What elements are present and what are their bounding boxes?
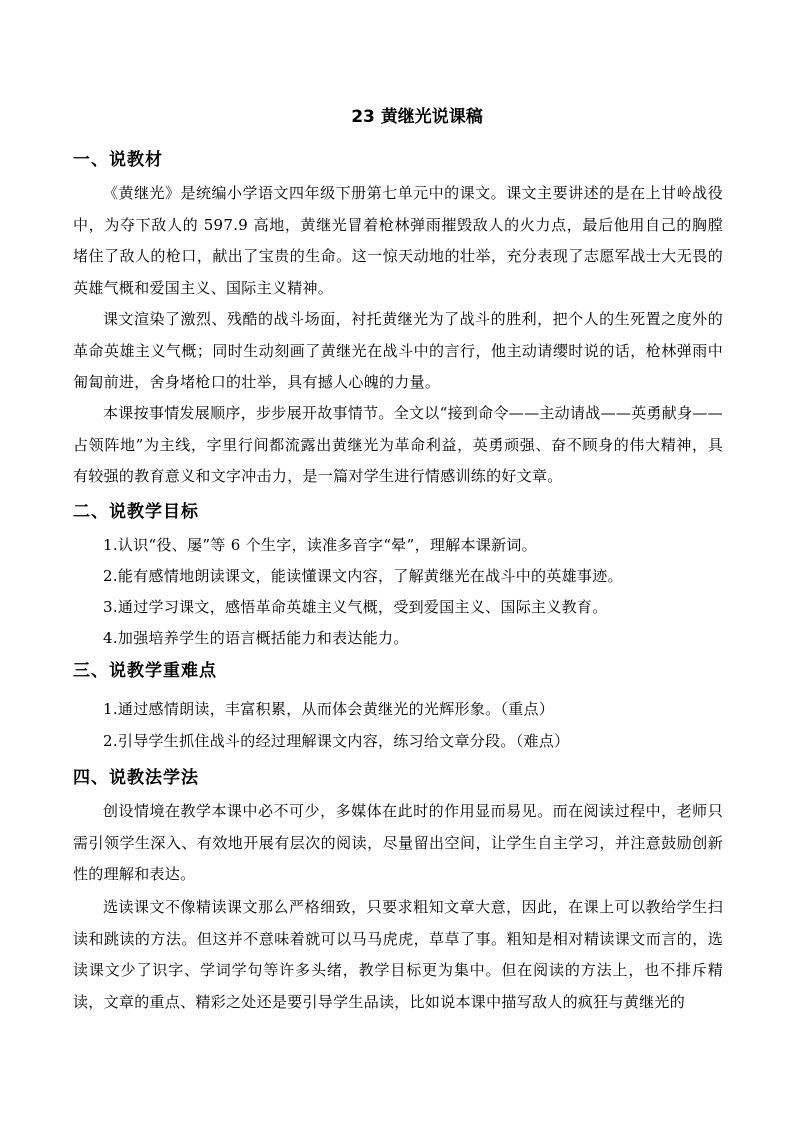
paragraph: 《黄继光》是统编小学语文四年级下册第七单元中的课文。课文主要讲述的是在上甘岭战役中，为夺下敌人的 597.9 高地，黄继光冒着枪林弹雨摧毁敌人的火力点，最后他用自己的胸膛堵住了敌人的枪口，献出了宝贵的生命。这一惊天动地的壮举，充分表现了志愿军战士大无畏的英雄气概和爱国主义、国际主义精神。: [73, 184, 723, 297]
document-title: 23 黄继光说课稿: [351, 107, 483, 127]
paragraph: 课文渲染了激烈、残酷的战斗场面，衬托黄继光为了战斗的胜利，把个人的生死置之度外的革命英雄主义气概；同时生动刻画了黄继光在战斗中的言行，他主动请缨时说的话，枪林弹雨中匍匐前进，舍身堵枪口的壮举，具有撼人心魄的力量。: [73, 310, 723, 391]
paragraph: 本课按事情发展顺序，步步展开故事情节。全文以“接到命令——主动请战——英勇献身——占领阵地”为主线，字里行间都流露出黄继光为革命利益，英勇顽强、奋不顾身的伟大精神，具有较强的教育意义和文字冲击力，是一篇对学生进行情感训练的好文章。: [73, 404, 723, 485]
section-heading-methods: 四、说教法学法: [73, 768, 199, 788]
paragraph: 创设情境在教学本课中必不可少，多媒体在此时的作用显而易见。而在阅读过程中，老师只需引领学生深入、有效地开展有层次的阅读，尽量留出空间，让学生自主学习，并注意鼓励创新性的理解和表达。: [73, 802, 723, 883]
list-item: 1.认识“役、屡”等 6 个生字，读准多音字“晕”，理解本课新词。: [103, 536, 537, 554]
list-item: 3.通过学习课文，感悟革命英雄主义气概，受到爱国主义、国际主义教育。: [103, 598, 608, 616]
section-heading-goals: 二、说教学目标: [73, 502, 199, 522]
list-item: 1.通过感情朗读，丰富积累，从而体会黄继光的光辉形象。（重点）: [103, 700, 555, 718]
list-item: 2.引导学生抓住战斗的经过理解课文内容，练习给文章分段。（难点）: [103, 732, 570, 750]
section-heading-key-points: 三、说教学重难点: [73, 661, 217, 681]
list-item: 4.加强培养学生的语言概括能力和表达能力。: [103, 629, 409, 647]
list-item: 2.能有感情地朗读课文，能读懂课文内容，了解黄继光在战斗中的英雄事迹。: [103, 567, 623, 585]
paragraph: 选读课文不像精读课文那么严格细致，只要求粗知文章大意，因此，在课上可以教给学生扫读和跳读的方法。但这并不意味着就可以马马虎虎，草草了事。粗知是相对精读课文而言的，选读课文少了识字、学词学句等许多头绪，教学目标更为集中。但在阅读的方法上，也不排斥精读，文章的重点、精彩之处还是要引导学生品读，比如说本课中描写敌人的疯狂与黄继光的: [73, 898, 723, 1011]
section-heading-textbook: 一、说教材: [73, 150, 163, 170]
